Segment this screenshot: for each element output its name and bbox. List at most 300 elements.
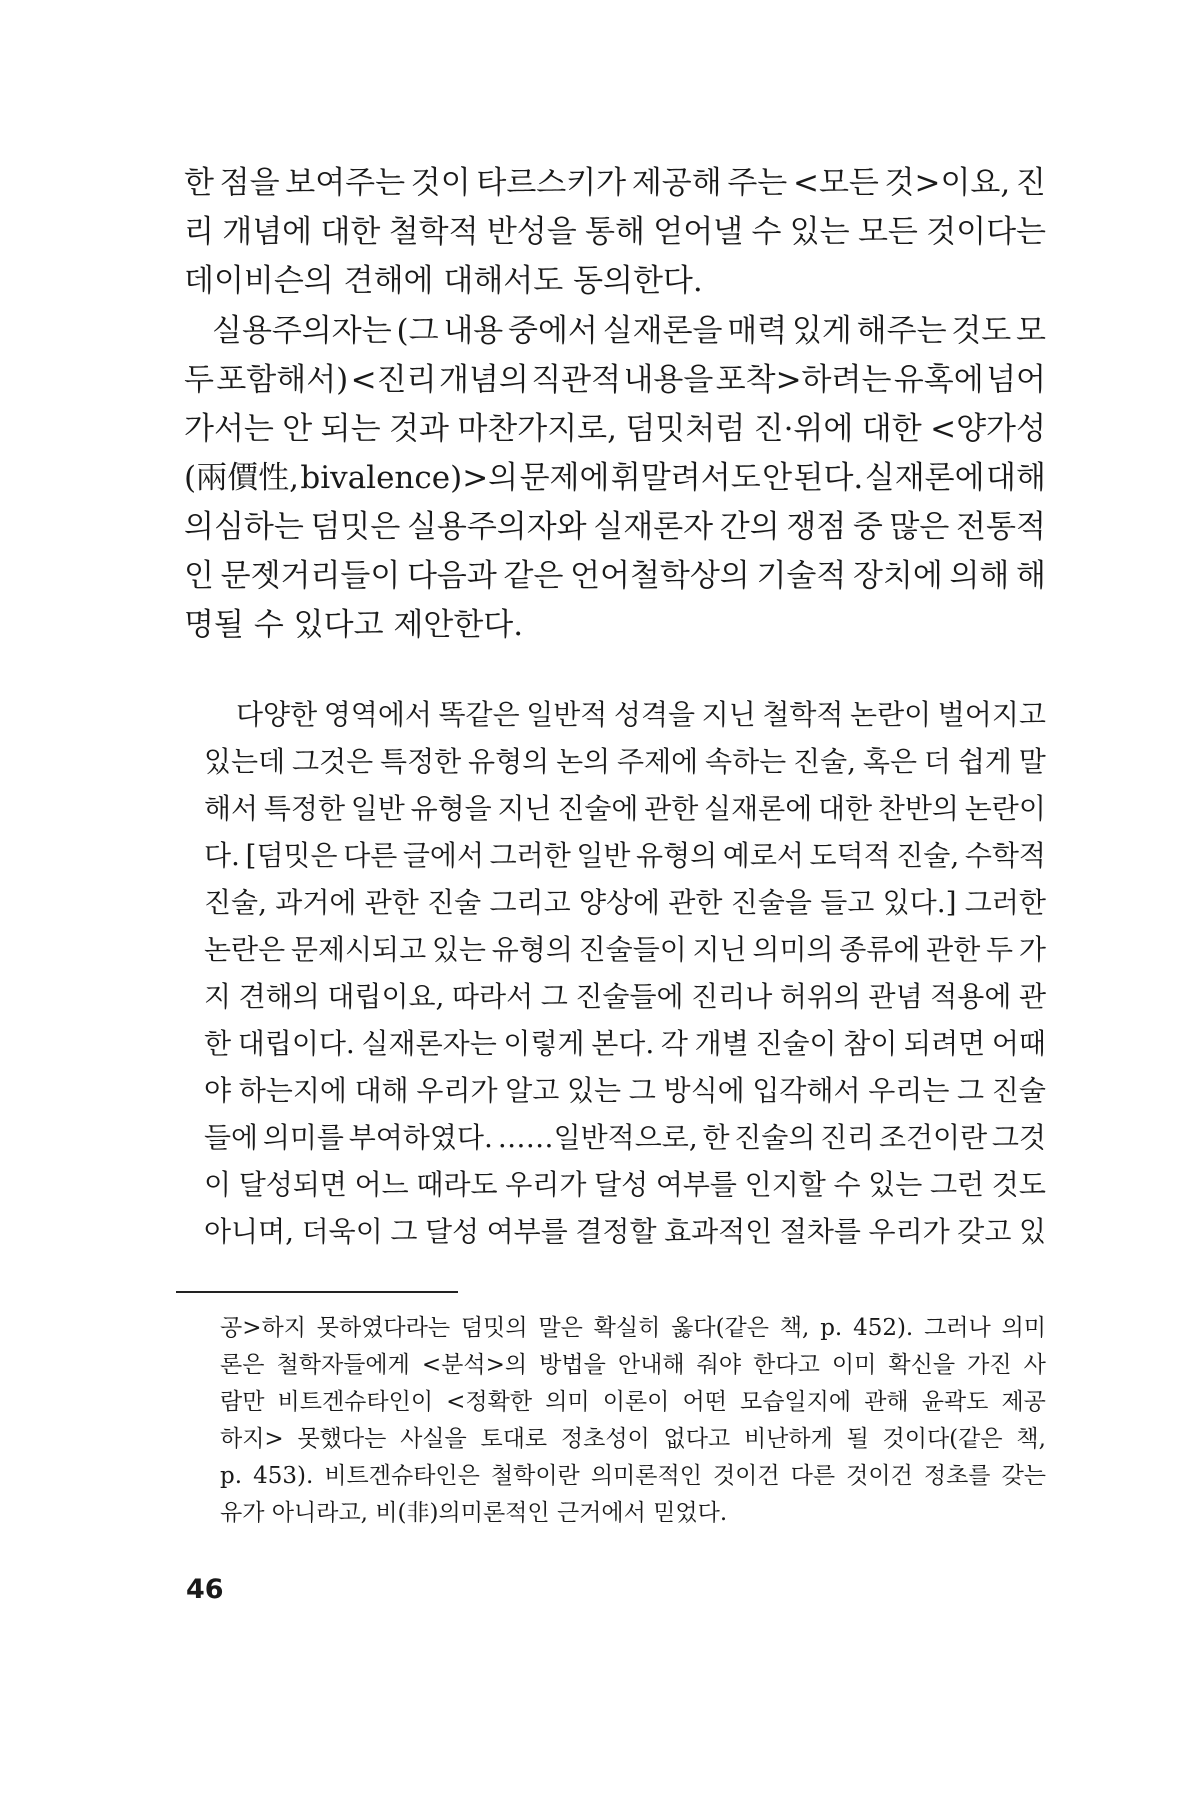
word: 지닌 (701, 698, 756, 731)
word: 실재론자 (593, 509, 714, 545)
word: 다. (204, 839, 240, 872)
word: 있게 (791, 313, 852, 349)
word: 수학적 (964, 839, 1046, 872)
word: 똑같은 (438, 698, 520, 731)
footnote-line (220, 1423, 1046, 1455)
body-line (184, 163, 1046, 203)
body-line (184, 556, 1046, 596)
word: 참이 (843, 1027, 898, 1060)
word: 수 (253, 607, 284, 643)
block-quote-line (204, 1025, 1046, 1063)
word: 철학적 (388, 214, 479, 250)
word: 의미의 (752, 933, 834, 966)
word: 기술적 (756, 558, 847, 594)
word: 그것 (991, 1121, 1046, 1154)
word: 것이건 (712, 1463, 780, 1489)
word: 해주는 (856, 313, 947, 349)
word: 정초를 (923, 1463, 991, 1489)
word: 있는 (567, 1074, 622, 1107)
word: 그러나 (924, 1315, 991, 1341)
word: 갖고 (957, 1215, 1012, 1248)
word: <분석>의 (421, 1352, 528, 1378)
word: 덤밋의 (460, 1315, 528, 1341)
word: 더 (923, 745, 951, 778)
word: 논란은 (204, 933, 286, 966)
word: 하지> (220, 1426, 284, 1452)
word: 아니라고, (271, 1500, 368, 1526)
word: 진술 (991, 1074, 1046, 1107)
block-quote-line (204, 1119, 1046, 1157)
word: 비트겐슈타인이 (277, 1389, 434, 1415)
word: 견해의 (238, 980, 320, 1013)
word: 진술의 (734, 1121, 816, 1154)
word: 본다. (591, 1027, 655, 1060)
word: 하는지에 (238, 1074, 347, 1107)
word: 실재론을 (602, 313, 723, 349)
word: 되려면 (904, 1027, 986, 1060)
word: 실재론에 (864, 460, 985, 496)
word: 된다. (793, 460, 864, 496)
word: 관해 (864, 1389, 909, 1415)
word: <양가성 (930, 411, 1046, 447)
word: 의미 (1001, 1315, 1046, 1341)
word: 실재론에 (704, 792, 813, 825)
word: 이 (204, 1168, 232, 1201)
word: 입각해서 (752, 1074, 861, 1107)
word: 어떤 (682, 1389, 727, 1415)
word: 한다고 (753, 1352, 820, 1378)
word: 예로서 (722, 839, 804, 872)
block-quote-line (204, 1072, 1046, 1110)
word: 안 (282, 411, 313, 447)
word: 들에 (204, 1121, 259, 1154)
word: 방식에 (663, 1074, 745, 1107)
word: 얻어낼 (653, 214, 744, 250)
word: 의미를 (262, 1121, 344, 1154)
word: 제공해 (631, 165, 722, 201)
word: 비난하게 (743, 1426, 833, 1452)
word: 더욱이 (301, 1215, 383, 1248)
word: 것이건 (846, 1463, 913, 1489)
word: <진리 (350, 362, 437, 398)
word: 달성 (424, 1215, 480, 1248)
word: 안 (762, 460, 793, 496)
word: 관한 (644, 792, 699, 825)
word: 달성 (594, 1168, 649, 1201)
word: 비(非)의미론적인 (375, 1500, 550, 1526)
block-quote-line (204, 790, 1046, 828)
body-line (184, 605, 1046, 645)
word: 덤밋은 (310, 509, 401, 545)
body-line (212, 311, 1046, 351)
word: 두 (184, 362, 214, 398)
word: 인 (184, 558, 214, 594)
word: 전통적 (956, 509, 1046, 545)
word: [덤밋은 (245, 839, 338, 872)
word: 한 (184, 165, 214, 201)
body-line (184, 360, 1046, 400)
body-line (184, 409, 1046, 449)
word: 사 (1023, 1352, 1046, 1378)
word: 따라서 (452, 980, 534, 1013)
word: 과거에 (275, 886, 357, 919)
word: 것이다(같은 (882, 1426, 1003, 1452)
word: 것이 (410, 165, 471, 201)
word: 어때 (991, 1027, 1046, 1060)
word: 그리고 (489, 886, 571, 919)
word: 의미 (545, 1389, 590, 1415)
word: 때라도 (416, 1168, 498, 1201)
word: 대한 (861, 411, 922, 447)
word: 동의한다. (573, 263, 703, 299)
word: 글에서 (402, 839, 485, 872)
word: 관한 (926, 933, 981, 966)
word: 명될 (184, 607, 244, 643)
word: 리 (184, 214, 214, 250)
word: 확실히 (593, 1315, 661, 1341)
word: 일반 (576, 839, 631, 872)
body-line (184, 507, 1046, 547)
word: 수 (833, 1168, 861, 1201)
word: 효과적인 (664, 1215, 773, 1248)
word: 유형의 (636, 839, 718, 872)
word: 그런 (930, 1168, 985, 1201)
word: 데이비슨의 (184, 263, 334, 299)
word: 지닌 (692, 933, 747, 966)
word: 대한 (817, 792, 873, 825)
word: 다음과 (406, 558, 497, 594)
word: 것도 (951, 313, 1012, 349)
word: 관 (1018, 980, 1046, 1013)
word: 어느 (354, 1168, 409, 1201)
word: 책, (1016, 1426, 1046, 1452)
word: 못했다는 (297, 1426, 387, 1452)
word: 없다고 (663, 1426, 731, 1452)
word: 갖는 (1001, 1463, 1046, 1489)
word: 줘야 (696, 1352, 742, 1378)
word: 일반적 (526, 698, 608, 731)
word: 문젯거리들이 (220, 558, 401, 594)
word: 내용을 (623, 362, 714, 398)
word: 될 (846, 1426, 869, 1452)
word: 진술이 (755, 1027, 837, 1060)
word: 진리 (820, 1121, 875, 1154)
block-quote-line (236, 696, 1046, 734)
word: 점을 (219, 165, 280, 201)
block-quote-line (204, 1166, 1046, 1204)
word: 진술들이 (578, 933, 687, 966)
word: 있다.] (882, 886, 957, 919)
word: 특정한 (263, 792, 345, 825)
word: <모든 (792, 165, 879, 201)
word: 여부를 (655, 1168, 737, 1201)
word: 직관적 (531, 362, 622, 398)
word: 그러한 (964, 886, 1046, 919)
word: 실용주의자와 (406, 509, 587, 545)
word: 해서 (204, 792, 259, 825)
word: 한 (702, 1121, 730, 1154)
word: 책, (779, 1315, 810, 1341)
word: 넘어 (986, 362, 1046, 398)
word: 포함해서) (216, 362, 349, 398)
word: 그것은 (292, 745, 374, 778)
block-quote-line (204, 743, 1046, 781)
word: 진리나 (691, 980, 773, 1013)
footnote-line (220, 1497, 1046, 1529)
word: 비트겐슈타인은 (324, 1463, 480, 1489)
word: 제공 (1001, 1389, 1046, 1415)
word: 의해 (949, 558, 1010, 594)
word: 수 (751, 214, 782, 250)
block-quote-line (204, 978, 1046, 1016)
word: 있는 (431, 933, 486, 966)
word: 달성되면 (238, 1168, 347, 1201)
word: (兩價性, (184, 460, 299, 496)
word: 성격을 (613, 698, 696, 731)
word: 것이다는 (926, 214, 1046, 250)
body-line (184, 212, 1046, 252)
word: 주제에 (617, 745, 699, 778)
word: 가서는 (184, 411, 274, 447)
word: 들고 (820, 886, 875, 919)
word: ……일반적으로, (497, 1121, 698, 1154)
block-quote-line (204, 837, 1046, 875)
word: 가 (1018, 933, 1046, 966)
word: 우리가 (868, 1215, 950, 1248)
word: 진술, (204, 886, 267, 919)
word: 인지할 (744, 1168, 826, 1201)
word: 452). (853, 1315, 914, 1341)
word: 방법을 (539, 1352, 606, 1378)
word: 개념의 (438, 362, 529, 398)
word: 철학자들에게 (276, 1352, 410, 1378)
word: 다른 (790, 1463, 836, 1489)
word: 가진 (967, 1352, 1012, 1378)
word: 허위의 (779, 980, 861, 1013)
word: 반성을 (486, 214, 577, 250)
footnote-line (220, 1386, 1046, 1418)
word: 말은 (538, 1315, 583, 1341)
word: 공>하지 (220, 1315, 306, 1341)
word: 개념에 (222, 214, 313, 250)
word: 근거에서 (556, 1500, 646, 1526)
word: 진술들에 (575, 980, 684, 1013)
word: 있는데 (204, 745, 286, 778)
word: 우리가 (505, 1168, 587, 1201)
word: 이렇게 (503, 1027, 585, 1060)
word: 벌어지고 (937, 698, 1046, 731)
word: 논의 (556, 745, 611, 778)
word: 통해 (585, 214, 645, 250)
word: 관한 (668, 886, 723, 919)
word: 것과 (389, 411, 449, 447)
word: 대립이다. (237, 1027, 355, 1060)
word: 해 (1016, 558, 1046, 594)
word: 진 (1015, 165, 1046, 201)
page-number: 46 (186, 1574, 224, 1605)
word: 말 (1018, 745, 1046, 778)
word: 조건이란 (878, 1121, 988, 1154)
word: 의미론적인 (590, 1463, 702, 1489)
word: 쉽게 (957, 745, 1012, 778)
word: 대해 (986, 460, 1046, 496)
word: 있다고 (293, 607, 384, 643)
word: 도덕적 (809, 839, 891, 872)
word: 매력 (727, 313, 788, 349)
word: 다른 (343, 839, 398, 872)
word: 절차를 (779, 1215, 861, 1248)
footnote-line (220, 1349, 1046, 1381)
word: 진술을 (730, 886, 812, 919)
word: 덤밋처럼 (625, 411, 746, 447)
block-quote-line (204, 1213, 1046, 1251)
word: 견해에 (343, 263, 434, 299)
block-quote-line (204, 884, 1046, 922)
word: 포착>하려는 (715, 362, 892, 398)
word: 람만 (220, 1389, 265, 1415)
word: 찬반의 (877, 792, 959, 825)
word: 알고 (505, 1074, 560, 1107)
word: 지 (204, 980, 232, 1013)
word: 되는 (320, 411, 381, 447)
word: 여부를 (486, 1215, 568, 1248)
word: 철학적 (762, 698, 844, 731)
word: 휘말려서도 (610, 460, 761, 496)
word: 정초성이 (560, 1426, 650, 1452)
word: 관한 (364, 886, 419, 919)
word: 있 (1018, 1215, 1046, 1248)
word: 지닌 (497, 792, 552, 825)
word: 타르스키가 (476, 165, 627, 201)
word: 속하는 (705, 745, 787, 778)
word: 문제시되고 (290, 933, 427, 966)
word: 논란이 (850, 698, 932, 731)
footnote-line (220, 1460, 1046, 1492)
word: 유가 (220, 1500, 265, 1526)
word: 같은 (503, 558, 564, 594)
word: 있는 (789, 214, 850, 250)
word: 중에서 (508, 313, 598, 349)
word: p. (220, 1463, 243, 1489)
word: 개별 (694, 1027, 749, 1060)
word: 문제에 (519, 460, 610, 496)
word: 언어철학상의 (570, 558, 750, 594)
body-line (184, 458, 1046, 498)
word: 내용 (443, 313, 504, 349)
word: 혹은 (862, 745, 918, 778)
word: 아니며, (204, 1215, 295, 1248)
block-quote-line (204, 931, 1046, 969)
word: p. (820, 1315, 843, 1341)
word: 유혹에 (893, 362, 984, 398)
word: 있는 (868, 1168, 923, 1201)
word: 다양한 (236, 698, 318, 731)
word: 양상에 (578, 886, 661, 919)
word: 종류에 (839, 933, 921, 966)
word: 옳다(같은 (671, 1315, 769, 1341)
word: 유형의 (468, 745, 550, 778)
word: 믿었다. (653, 1500, 728, 1526)
word: 우리는 (868, 1074, 950, 1107)
word: 야 (204, 1074, 232, 1107)
word: 결정할 (575, 1215, 657, 1248)
word: (그 (396, 313, 439, 349)
word: 특정한 (380, 745, 462, 778)
word: 간의 (719, 509, 780, 545)
word: 그 (628, 1074, 656, 1107)
word: 우리가 (416, 1074, 498, 1107)
word: 적용에 (930, 980, 1012, 1013)
word: 한 (204, 1027, 232, 1060)
word: 확신을 (888, 1352, 956, 1378)
word: 부여하였다. (348, 1121, 493, 1154)
word: 그 (540, 980, 568, 1013)
word: 실용주의자는 (212, 313, 392, 349)
word: 진·위에 (753, 411, 854, 447)
word: 쟁점 (786, 509, 847, 545)
word: 그 (957, 1074, 985, 1107)
word: 안내해 (617, 1352, 685, 1378)
word: 각 (660, 1027, 688, 1060)
word: 론은 (220, 1352, 265, 1378)
word: 것도 (991, 1168, 1046, 1201)
word: 모든 (857, 214, 918, 250)
word: 이론이 (602, 1389, 670, 1415)
word: 대한 (320, 214, 381, 250)
word: 논란이 (964, 792, 1046, 825)
word: 유형을 (410, 792, 492, 825)
word: 것>이요, (884, 165, 1011, 201)
word: 453). (253, 1463, 314, 1489)
word: 이미 (831, 1352, 877, 1378)
word: 진술, (896, 839, 960, 872)
word: 진술에 (557, 792, 639, 825)
word: 대해서도 (443, 263, 564, 299)
word: 영역에서 (323, 698, 432, 731)
word: 의심하는 (184, 509, 304, 545)
word: 진술, (793, 745, 857, 778)
word: bivalence)>의 (300, 460, 519, 496)
word: 진술 (427, 886, 482, 919)
word: 일반 (350, 792, 405, 825)
word: 사실을 (400, 1426, 467, 1452)
footnote-separator (176, 1291, 458, 1293)
word: 못하였다라는 (316, 1315, 451, 1341)
footnote-line (220, 1312, 1046, 1344)
word: 그 (390, 1215, 418, 1248)
word: 주는 (727, 165, 788, 201)
word: 모 (1016, 313, 1046, 349)
word: 철학이란 (490, 1463, 580, 1489)
word: 대해 (354, 1074, 409, 1107)
word: 제안한다. (393, 607, 524, 643)
word: 유형의 (491, 933, 573, 966)
word: 토대로 (480, 1426, 548, 1452)
word: 모습일지에 (740, 1389, 852, 1415)
word: 두 (986, 933, 1014, 966)
word: 그러한 (489, 839, 571, 872)
word: 보여주는 (285, 165, 406, 201)
body-line (184, 261, 1046, 301)
word: 윤곽도 (921, 1389, 989, 1415)
word: 중 (852, 509, 883, 545)
word: 장치에 (852, 558, 943, 594)
word: 많은 (889, 509, 950, 545)
word: <정확한 (446, 1389, 533, 1415)
word: 대립이요, (327, 980, 445, 1013)
word: 관념 (868, 980, 923, 1013)
word: 마찬가지로, (457, 411, 617, 447)
